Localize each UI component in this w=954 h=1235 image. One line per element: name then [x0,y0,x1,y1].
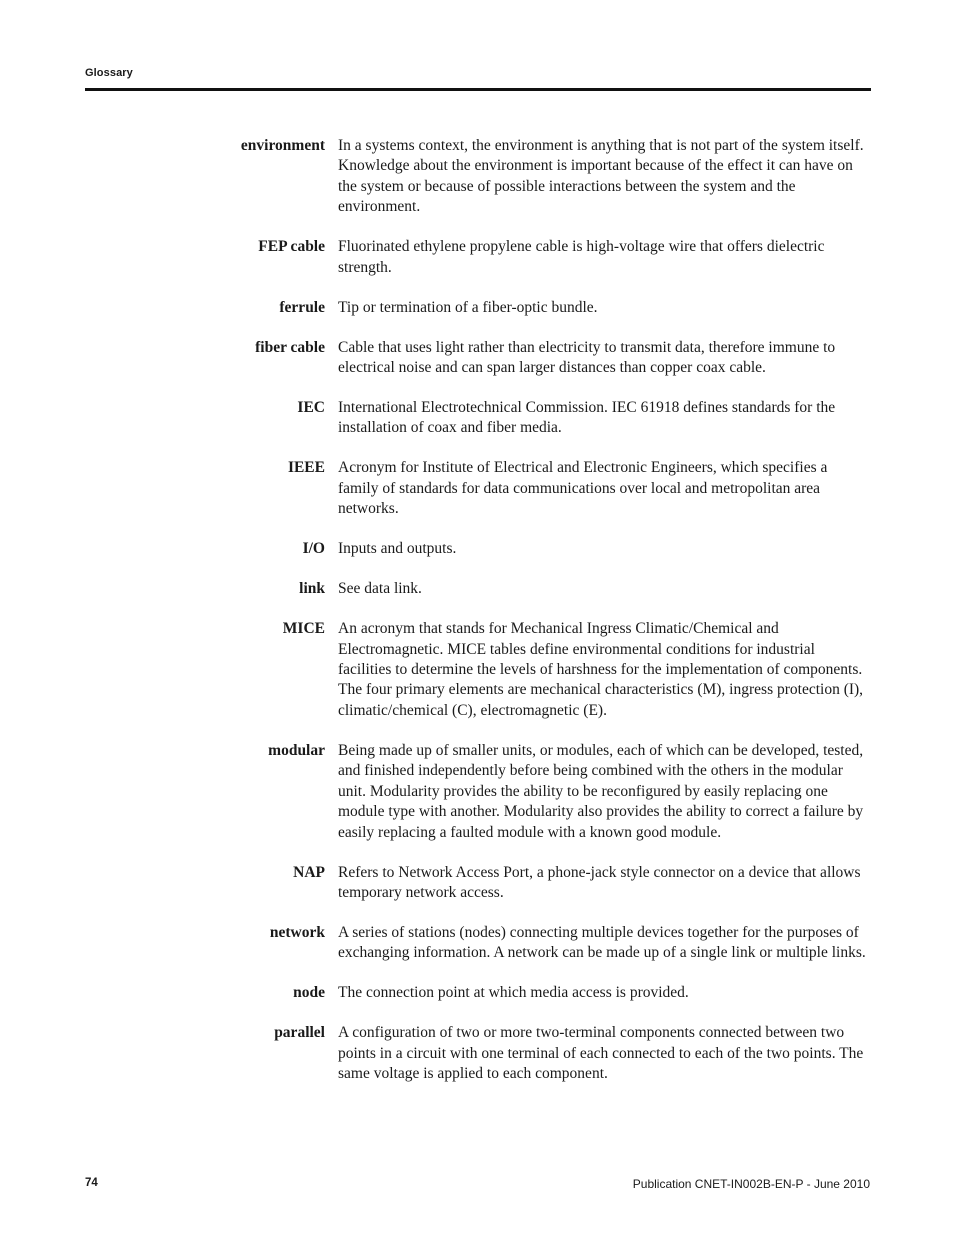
glossary-definition: A series of stations (nodes) connecting multiple devices together for the purposes of exchanging information. A network can be made up of a single link or multiple links. [338,923,866,962]
glossary-definition: Refers to Network Access Port, a phone-jack style connector on a device that allows temporary network access. [338,863,861,901]
glossary-entry-mice [140,619,875,721]
glossary-term: NAP [293,863,325,881]
glossary-definition: Inputs and outputs. [338,540,457,558]
glossary-term: I/O [302,540,325,558]
page-number: 74 [85,1177,98,1189]
glossary-term: environment [240,137,325,154]
glossary-entry-fep-cable [140,237,875,278]
glossary-term: IEC [297,399,325,417]
glossary-entry-environment [140,136,875,218]
glossary-term: modular [268,741,325,759]
glossary-term: MICE [282,620,325,638]
glossary-term: ferrule [279,298,325,316]
section-header: Glossary [85,67,133,79]
glossary-definition: Tip or termination of a fiber-optic bundle. [338,298,598,316]
glossary-entry-ieee [140,458,875,519]
header-divider [85,88,871,91]
glossary-definition: Fluorinated ethylene propylene cable is high-voltage wire that offers dielectric strength. [338,238,825,276]
glossary-term: node [293,984,325,1002]
glossary-definition: Acronym for Institute of Electrical and Electronic Engineers, which specifies a family of standards for data communications over local and metropolitan area networks. [338,459,828,518]
glossary-definition: The connection point at which media access is provided. [338,984,689,1002]
glossary-definition: Being made up of smaller units, or modules, each of which can be developed, tested, and finished independently before being combined with the others in the modular unit. Modularity provides the ability to be reconfigured by easily replacing one module type with another. Modularity also provides the ability to correct a failure by easily replacing a faulted module with a known good module. [338,741,864,841]
glossary-term: parallel [274,1024,325,1042]
glossary-entry-node [140,983,875,1003]
glossary-entry-link [140,579,875,599]
glossary-entry-iec [140,398,875,439]
glossary-entry-nap [140,863,875,904]
glossary-term: link [299,580,325,598]
glossary-entry-modular [140,741,875,843]
glossary-definition: International Electrotechnical Commission. IEC 61918 defines standards for the installation of coax and fiber media. [338,399,836,437]
glossary-term: fiber cable [255,338,325,356]
glossary-entry-io [140,539,875,559]
glossary-entry-fiber-cable [140,338,875,379]
glossary-list [140,136,875,1104]
glossary-definition: See data link. [338,580,422,598]
glossary-definition: A configuration of two or more two-terminal components connected between two points in a circuit with one terminal of each connected to each of the two points. The same voltage is applied to each component. [338,1024,864,1083]
glossary-term: network [269,923,325,941]
glossary-definition: An acronym that stands for Mechanical Ingress Climatic/Chemical and Electromagnetic. MICE tables define environmental conditions for industrial facilities to determine the levels of harshness for the implementation of components. The four primary elements are mechanical characteristics (M), ingress protection (I), climatic/chemical (C), electromagnetic (E). [338,620,864,719]
glossary-definition: Cable that uses light rather than electricity to transmit data, therefore immune to electrical noise and can span larger distances than copper coax cable. [338,338,836,377]
glossary-entry-ferrule [140,298,875,318]
glossary-entry-network [140,923,875,964]
publication-info: Publication CNET-IN002B-EN-P - June 2010 [632,1177,870,1191]
glossary-term: FEP cable [258,238,325,256]
glossary-definition: In a systems context, the environment is anything that is not part of the system itself. Knowledge about the environment is important because of the effect it can have on the system or because of possible interactions between the system and the environment. [338,137,864,216]
glossary-entry-parallel [140,1023,875,1084]
glossary-term: IEEE [287,459,325,477]
